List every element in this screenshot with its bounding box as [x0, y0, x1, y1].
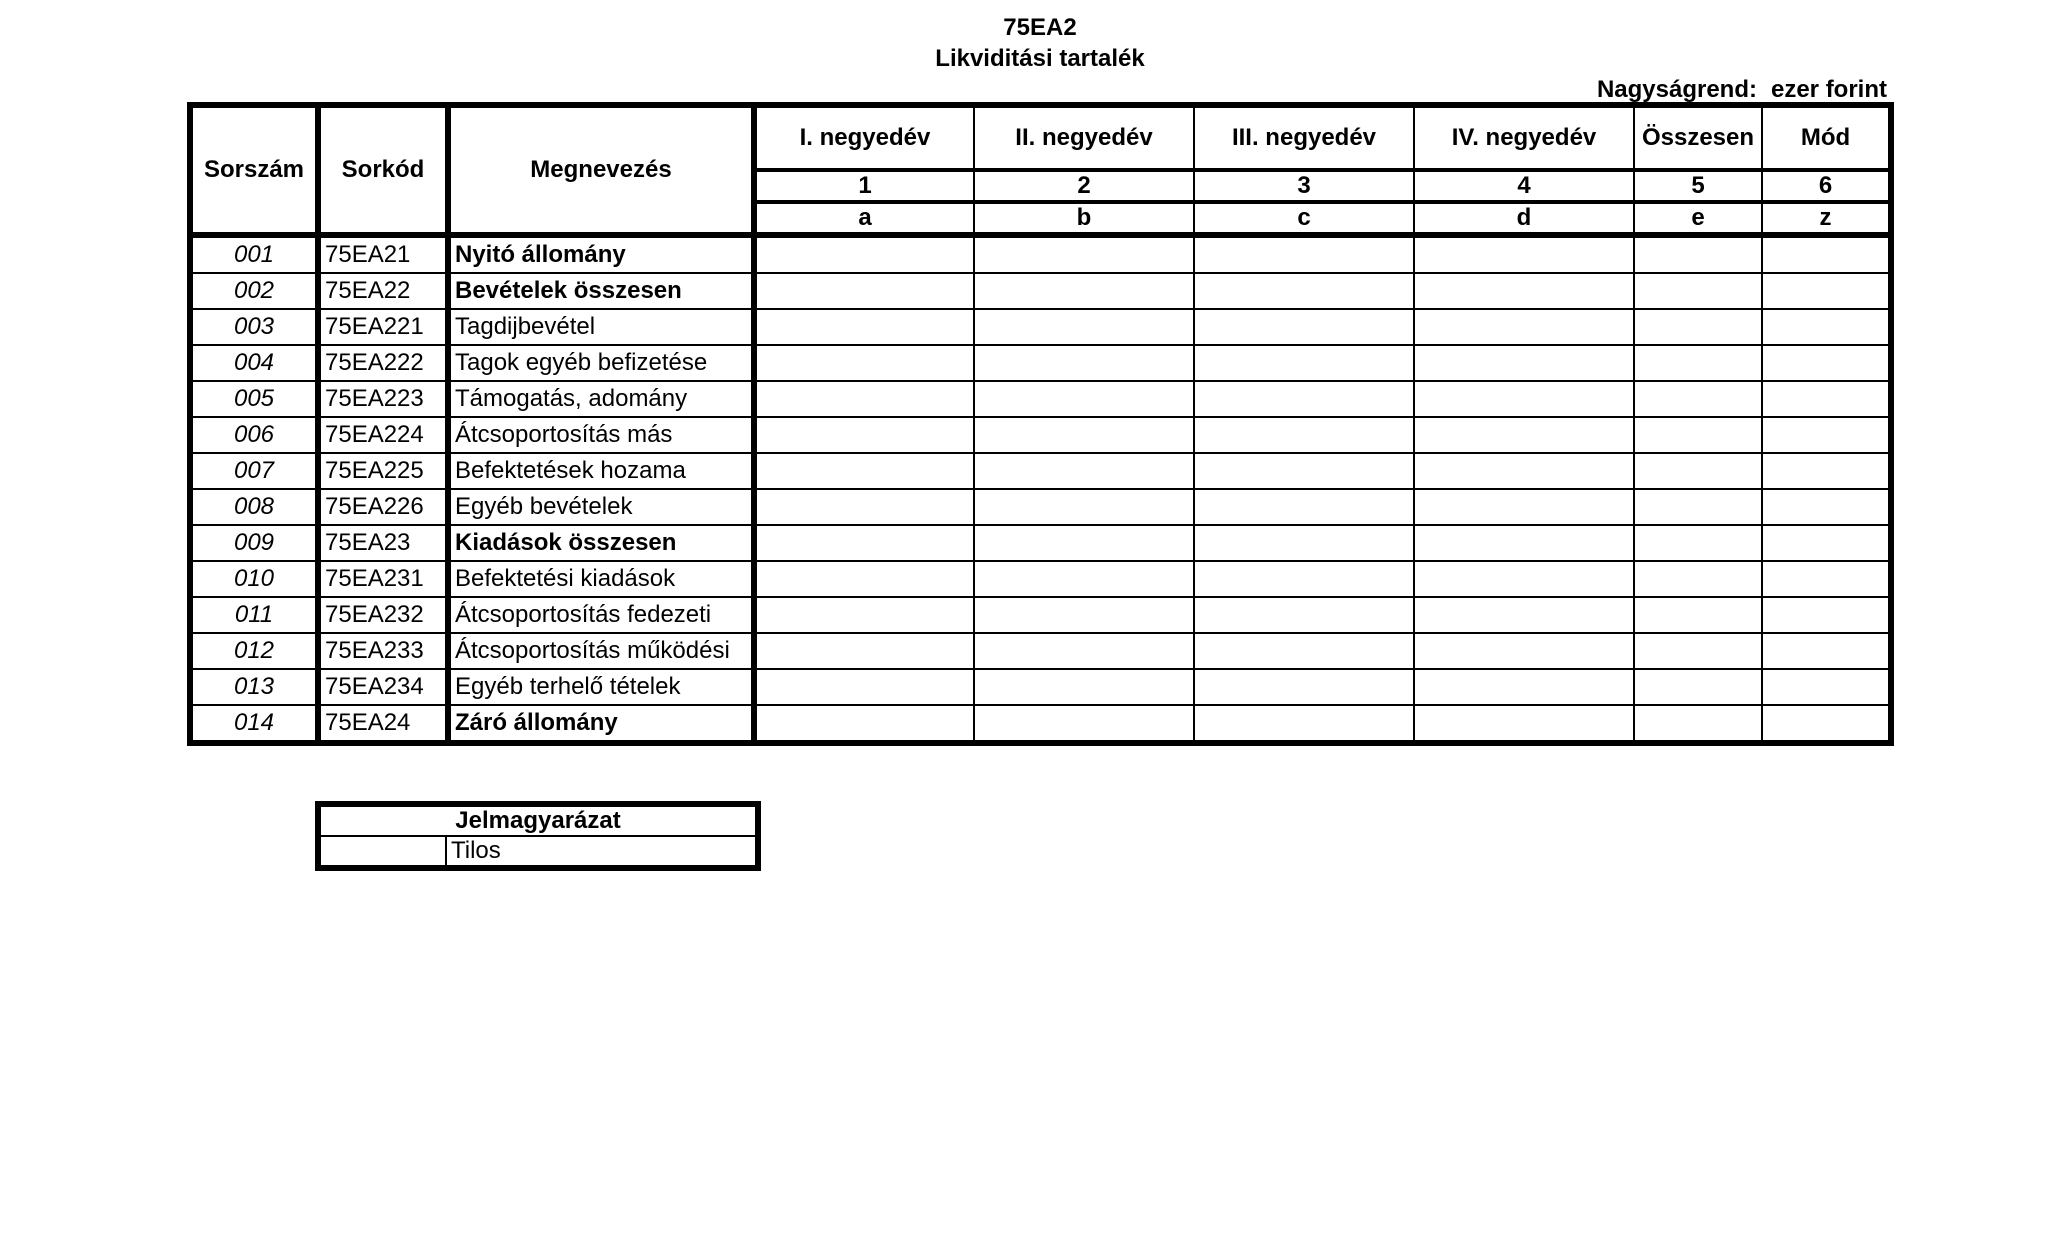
row-sorszam: 014: [190, 705, 318, 743]
value-cell[interactable]: [754, 309, 974, 345]
value-cell[interactable]: [974, 345, 1194, 381]
form-title: Likviditási tartalék: [935, 45, 1145, 72]
col-number-5: 5: [1634, 170, 1762, 202]
value-cell[interactable]: [1762, 273, 1891, 309]
col-q3: III. negyedév: [1194, 105, 1414, 170]
value-cell[interactable]: [974, 669, 1194, 705]
value-cell[interactable]: [1414, 525, 1634, 561]
table-row: [190, 453, 1891, 489]
row-sorszam: 004: [190, 345, 318, 381]
table-row: [190, 705, 1891, 743]
value-cell[interactable]: [1194, 561, 1414, 597]
table-row: [190, 381, 1891, 417]
value-cell[interactable]: [1634, 417, 1762, 453]
col-total: Összesen: [1634, 105, 1762, 170]
value-cell[interactable]: [754, 417, 974, 453]
table-row: [190, 417, 1891, 453]
value-cell[interactable]: [1194, 669, 1414, 705]
value-cell[interactable]: [1194, 597, 1414, 633]
value-cell[interactable]: [1762, 525, 1891, 561]
value-cell[interactable]: [754, 453, 974, 489]
value-cell[interactable]: [1194, 417, 1414, 453]
value-cell[interactable]: [974, 525, 1194, 561]
value-cell[interactable]: [754, 235, 974, 273]
value-cell[interactable]: [1634, 705, 1762, 743]
col-number-2: 2: [974, 170, 1194, 202]
row-megnevezes: Egyéb bevételek: [448, 489, 754, 525]
value-cell[interactable]: [1634, 489, 1762, 525]
row-sorszam: 011: [190, 597, 318, 633]
row-megnevezes: Átcsoportosítás más: [448, 417, 754, 453]
value-cell[interactable]: [1762, 669, 1891, 705]
col-q1: I. negyedév: [754, 105, 974, 170]
row-megnevezes: Egyéb terhelő tételek: [448, 669, 754, 705]
value-cell[interactable]: [974, 453, 1194, 489]
value-cell[interactable]: [1194, 453, 1414, 489]
form-code: 75EA2: [1003, 14, 1077, 41]
row-megnevezes: Bevételek összesen: [448, 273, 754, 309]
value-cell[interactable]: [754, 525, 974, 561]
row-megnevezes: Átcsoportosítás működési: [448, 633, 754, 669]
col-mod: Mód: [1762, 105, 1891, 170]
col-letter-4: d: [1414, 202, 1634, 235]
value-cell[interactable]: [1762, 489, 1891, 525]
value-cell[interactable]: [1194, 633, 1414, 669]
col-number-1: 1: [754, 170, 974, 202]
row-megnevezes: Támogatás, adomány: [448, 381, 754, 417]
col-letter-3: c: [1194, 202, 1414, 235]
table-row: [190, 633, 1891, 669]
liquidity-table: [187, 102, 1894, 746]
value-cell[interactable]: [1414, 453, 1634, 489]
value-cell[interactable]: [1414, 309, 1634, 345]
value-cell[interactable]: [974, 309, 1194, 345]
row-sorszam: 005: [190, 381, 318, 417]
col-letter-6: z: [1762, 202, 1891, 235]
row-sorszam: 006: [190, 417, 318, 453]
value-cell[interactable]: [1634, 381, 1762, 417]
value-cell[interactable]: [1194, 345, 1414, 381]
value-cell[interactable]: [1194, 381, 1414, 417]
value-cell[interactable]: [754, 381, 974, 417]
value-cell[interactable]: [1414, 273, 1634, 309]
col-number-4: 4: [1414, 170, 1634, 202]
col-q4: IV. negyedév: [1414, 105, 1634, 170]
value-cell[interactable]: [754, 597, 974, 633]
table-row: [190, 345, 1891, 381]
value-cell[interactable]: [754, 345, 974, 381]
row-sorkod: 75EA233: [318, 633, 448, 669]
value-cell[interactable]: [974, 235, 1194, 273]
row-sorszam: 013: [190, 669, 318, 705]
value-cell[interactable]: [1414, 597, 1634, 633]
value-cell[interactable]: [1414, 489, 1634, 525]
value-cell[interactable]: [1762, 309, 1891, 345]
row-sorkod: 75EA232: [318, 597, 448, 633]
value-cell[interactable]: [1194, 705, 1414, 743]
value-cell[interactable]: [1414, 669, 1634, 705]
value-cell[interactable]: [1634, 309, 1762, 345]
value-cell[interactable]: [974, 561, 1194, 597]
col-letter-5: e: [1634, 202, 1762, 235]
table-row: [190, 561, 1891, 597]
row-sorkod: 75EA222: [318, 345, 448, 381]
value-cell[interactable]: [1414, 705, 1634, 743]
table-row: [190, 235, 1891, 273]
table-row: [190, 597, 1891, 633]
col-sorkod: Sorkód: [318, 105, 448, 235]
value-cell[interactable]: [754, 273, 974, 309]
col-letter-2: b: [974, 202, 1194, 235]
unit-value: ezer forint: [1770, 76, 1887, 103]
row-sorkod: 75EA21: [318, 235, 448, 273]
table-row: [190, 273, 1891, 309]
value-cell[interactable]: [1194, 525, 1414, 561]
value-cell[interactable]: [974, 489, 1194, 525]
value-cell[interactable]: [1762, 417, 1891, 453]
row-megnevezes: Tagdijbevétel: [448, 309, 754, 345]
value-cell[interactable]: [754, 705, 974, 743]
row-sorszam: 003: [190, 309, 318, 345]
row-sorszam: 012: [190, 633, 318, 669]
value-cell[interactable]: [974, 597, 1194, 633]
row-sorkod: 75EA234: [318, 669, 448, 705]
value-cell[interactable]: [1762, 705, 1891, 743]
row-sorkod: 75EA23: [318, 525, 448, 561]
row-megnevezes: Befektetési kiadások: [448, 561, 754, 597]
legend-swatch: [318, 836, 446, 868]
value-cell[interactable]: [1414, 345, 1634, 381]
value-cell[interactable]: [1414, 235, 1634, 273]
value-cell[interactable]: [1414, 417, 1634, 453]
value-cell[interactable]: [1414, 561, 1634, 597]
col-number-6: 6: [1762, 170, 1891, 202]
unit-label: Nagyságrend:: [1596, 76, 1757, 103]
value-cell[interactable]: [974, 273, 1194, 309]
value-cell[interactable]: [1634, 235, 1762, 273]
table-row: [190, 525, 1891, 561]
value-cell[interactable]: [1762, 633, 1891, 669]
row-sorszam: 009: [190, 525, 318, 561]
value-cell[interactable]: [754, 669, 974, 705]
value-cell[interactable]: [1762, 453, 1891, 489]
row-megnevezes: Befektetések hozama: [448, 453, 754, 489]
col-q2: II. negyedév: [974, 105, 1194, 170]
row-sorszam: 008: [190, 489, 318, 525]
col-number-3: 3: [1194, 170, 1414, 202]
table-row: [190, 669, 1891, 705]
row-sorkod: 75EA223: [318, 381, 448, 417]
table-row: [190, 309, 1891, 345]
legend-table: [315, 801, 761, 871]
row-sorkod: 75EA221: [318, 309, 448, 345]
value-cell[interactable]: [1634, 669, 1762, 705]
row-sorkod: 75EA22: [318, 273, 448, 309]
col-letter-1: a: [754, 202, 974, 235]
row-sorkod: 75EA24: [318, 705, 448, 743]
row-megnevezes: Átcsoportosítás fedezeti: [448, 597, 754, 633]
unit-note: [1597, 76, 1887, 104]
legend-row: [318, 836, 758, 868]
row-sorkod: 75EA231: [318, 561, 448, 597]
value-cell[interactable]: [754, 561, 974, 597]
value-cell[interactable]: [1194, 235, 1414, 273]
value-cell[interactable]: [974, 381, 1194, 417]
value-cell[interactable]: [974, 417, 1194, 453]
value-cell[interactable]: [754, 489, 974, 525]
value-cell[interactable]: [1634, 273, 1762, 309]
row-megnevezes: Nyitó állomány: [448, 235, 754, 273]
value-cell[interactable]: [1194, 273, 1414, 309]
legend-label: Tilos: [446, 836, 758, 868]
value-cell[interactable]: [1762, 381, 1891, 417]
value-cell[interactable]: [1762, 561, 1891, 597]
value-cell[interactable]: [1762, 597, 1891, 633]
value-cell[interactable]: [1634, 633, 1762, 669]
value-cell[interactable]: [1634, 561, 1762, 597]
value-cell[interactable]: [1414, 381, 1634, 417]
row-sorszam: 002: [190, 273, 318, 309]
row-megnevezes: Záró állomány: [448, 705, 754, 743]
value-cell[interactable]: [1762, 235, 1891, 273]
value-cell[interactable]: [1762, 345, 1891, 381]
col-sorszam: Sorszám: [190, 105, 318, 235]
row-sorkod: 75EA224: [318, 417, 448, 453]
value-cell[interactable]: [1634, 525, 1762, 561]
value-cell[interactable]: [1194, 309, 1414, 345]
value-cell[interactable]: [1194, 489, 1414, 525]
row-sorkod: 75EA225: [318, 453, 448, 489]
row-megnevezes: Kiadások összesen: [448, 525, 754, 561]
row-sorkod: 75EA226: [318, 489, 448, 525]
value-cell[interactable]: [1634, 453, 1762, 489]
col-megnevezes: Megnevezés: [448, 105, 754, 235]
table-row: [190, 489, 1891, 525]
row-sorszam: 001: [190, 235, 318, 273]
value-cell[interactable]: [1414, 633, 1634, 669]
legend-title: Jelmagyarázat: [318, 804, 758, 836]
row-sorszam: 007: [190, 453, 318, 489]
value-cell[interactable]: [974, 705, 1194, 743]
value-cell[interactable]: [1634, 345, 1762, 381]
row-sorszam: 010: [190, 561, 318, 597]
row-megnevezes: Tagok egyéb befizetése: [448, 345, 754, 381]
value-cell[interactable]: [754, 633, 974, 669]
value-cell[interactable]: [1634, 597, 1762, 633]
value-cell[interactable]: [974, 633, 1194, 669]
